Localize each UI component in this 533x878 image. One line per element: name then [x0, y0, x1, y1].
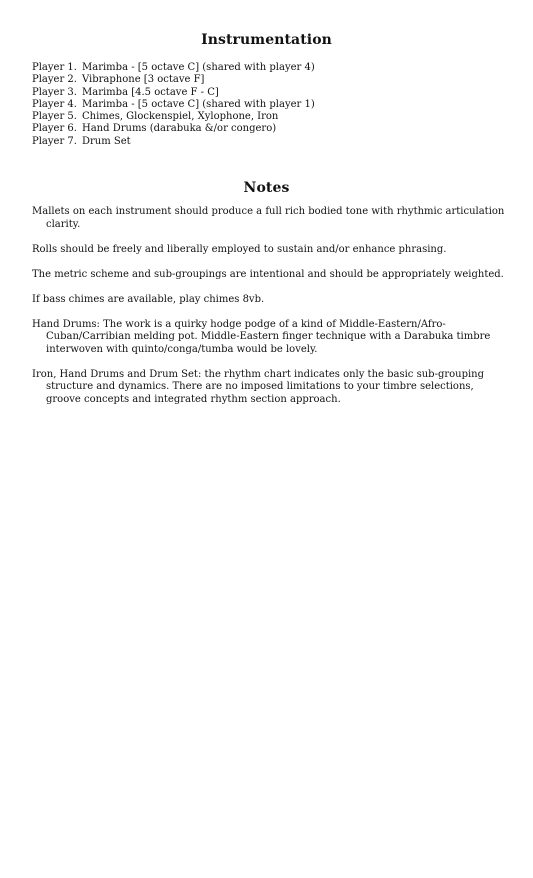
player-row	[32, 136, 315, 148]
player-instrument: Marimba [4.5 octave F - C]	[82, 86, 219, 98]
player-label: Player 3.	[32, 86, 77, 98]
note-paragraph: Hand Drums: The work is a quirky hodge podge of a kind of Middle-Eastern/Afro-Cuban/Carribian melding pot. Middle-Eastern finger technique with a Darabuka timbre interwoven with quinto/conga/tumba would be lovely.	[32, 318, 491, 355]
player-instrument: Chimes, Glockenspiel, Xylophone, Iron	[82, 111, 279, 123]
player-row	[32, 74, 315, 86]
player-label: Player 6.	[32, 123, 77, 135]
note-paragraph: If bass chimes are available, play chimes 8vb.	[32, 293, 265, 305]
player-instrument: Drum Set	[82, 135, 131, 147]
player-row	[32, 62, 315, 74]
player-instrument: Vibraphone [3 octave F]	[82, 74, 205, 86]
player-label: Player 1.	[32, 62, 77, 73]
note-paragraph: The metric scheme and sub-groupings are intentional and should be appropriately weighted.	[32, 268, 504, 280]
player-row	[32, 123, 315, 135]
player-label: Player 4.	[32, 98, 77, 110]
note-paragraph: Rolls should be freely and liberally employed to sustain and/or enhance phrasing.	[32, 243, 447, 255]
notes-title: Notes	[243, 180, 290, 196]
player-label: Player 5.	[32, 111, 77, 123]
player-label: Player 7.	[32, 135, 77, 147]
player-row	[32, 111, 315, 123]
player-instrument: Hand Drums (darabuka &/or congero)	[82, 123, 277, 135]
note-paragraph: Iron, Hand Drums and Drum Set: the rhythm chart indicates only the basic sub-grouping structure and dynamics. There are no imposed limitations to your timbre selections, groove concepts and integrated rhythm section approach.	[32, 368, 485, 405]
instrumentation-title: Instrumentation	[201, 32, 332, 48]
player-instrument: Marimba - [5 octave C] (shared with player 4)	[82, 62, 315, 73]
player-row	[32, 87, 315, 99]
player-list	[32, 62, 315, 148]
player-instrument: Marimba - [5 octave C] (shared with player 1)	[82, 98, 315, 110]
note-paragraph: Mallets on each instrument should produce a full rich bodied tone with rhythmic articulation clarity.	[32, 206, 505, 230]
notes-list	[32, 206, 510, 419]
player-label: Player 2.	[32, 74, 77, 86]
player-row	[32, 99, 315, 111]
